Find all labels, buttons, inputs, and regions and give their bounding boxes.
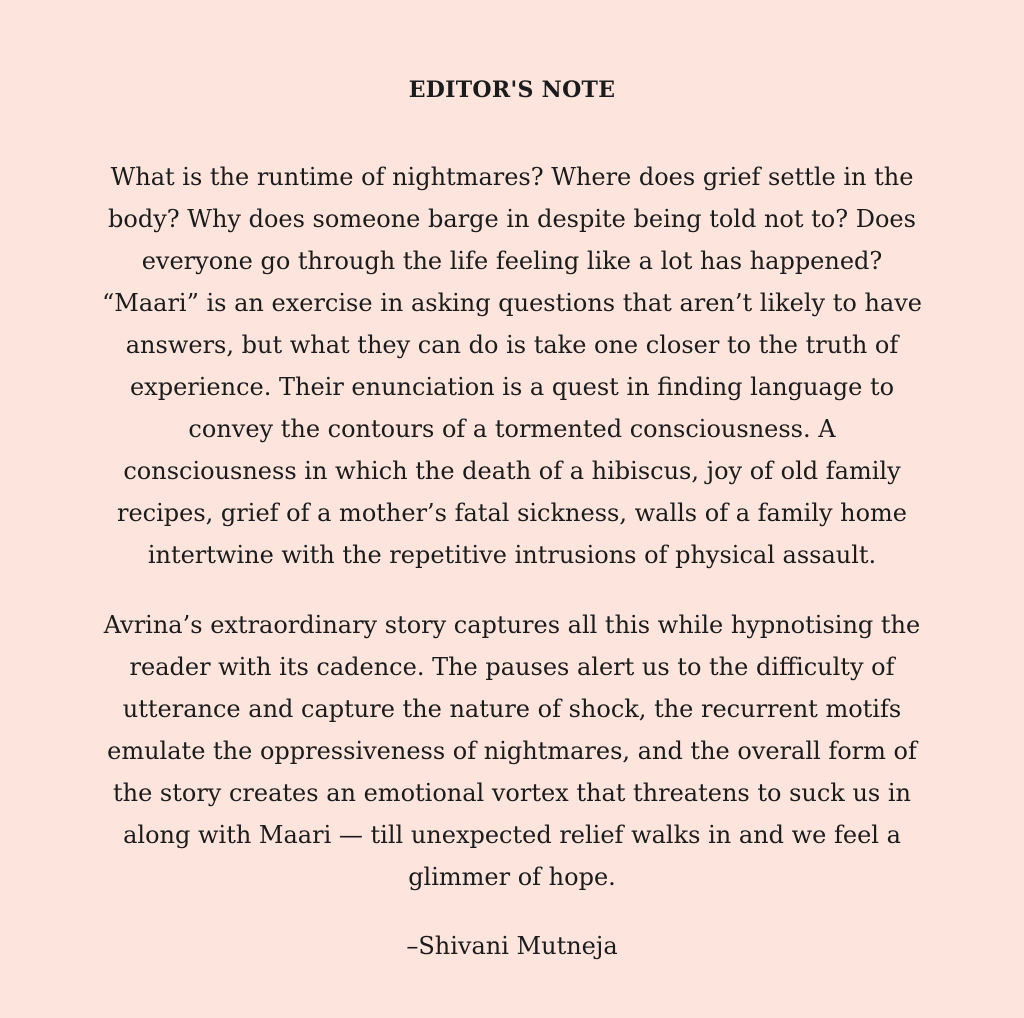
- note-paragraph-1: [70, 156, 954, 576]
- paragraph-line: answers, but what they can do is take one closer to the truth of: [125, 331, 899, 359]
- note-paragraph-2: [70, 604, 954, 898]
- note-signature: –Shivani Mutneja: [406, 932, 618, 960]
- paragraph-line: along with Maari — till unexpected relief walks in and we feel a: [123, 821, 901, 849]
- paragraph-line: utterance and capture the nature of shock, the recurrent motifs: [122, 695, 902, 723]
- paragraph-line: recipes, grief of a mother’s fatal sickness, walls of a family home: [117, 499, 907, 527]
- paragraph-line: Avrina’s extraordinary story captures all this while hypnotising the: [103, 611, 921, 639]
- note-title: EDITOR'S NOTE: [408, 77, 616, 103]
- paragraph-line: convey the contours of a tormented consciousness. A: [188, 415, 836, 443]
- paragraph-line: intertwine with the repetitive intrusions of physical assault.: [147, 541, 877, 569]
- paragraph-line: everyone go through the life feeling like a lot has happened?: [141, 247, 883, 275]
- paragraph-line: reader with its cadence. The pauses alert us to the difficulty of: [129, 653, 895, 681]
- paragraph-line: “Maari” is an exercise in asking questions that aren’t likely to have: [101, 289, 922, 317]
- paragraph-line: the story creates an emotional vortex that threatens to suck us in: [112, 779, 912, 807]
- paragraph-line: What is the runtime of nightmares? Where does grief settle in the: [110, 163, 914, 191]
- paragraph-line: glimmer of hope.: [408, 863, 616, 891]
- paragraph-line: experience. Their enunciation is a quest in finding language to: [129, 373, 895, 401]
- paragraph-line: consciousness in which the death of a hibiscus, joy of old family: [123, 457, 901, 485]
- paragraph-line: emulate the oppressiveness of nightmares, and the overall form of: [107, 737, 917, 765]
- paragraph-line: body? Why does someone barge in despite being told not to? Does: [108, 205, 916, 233]
